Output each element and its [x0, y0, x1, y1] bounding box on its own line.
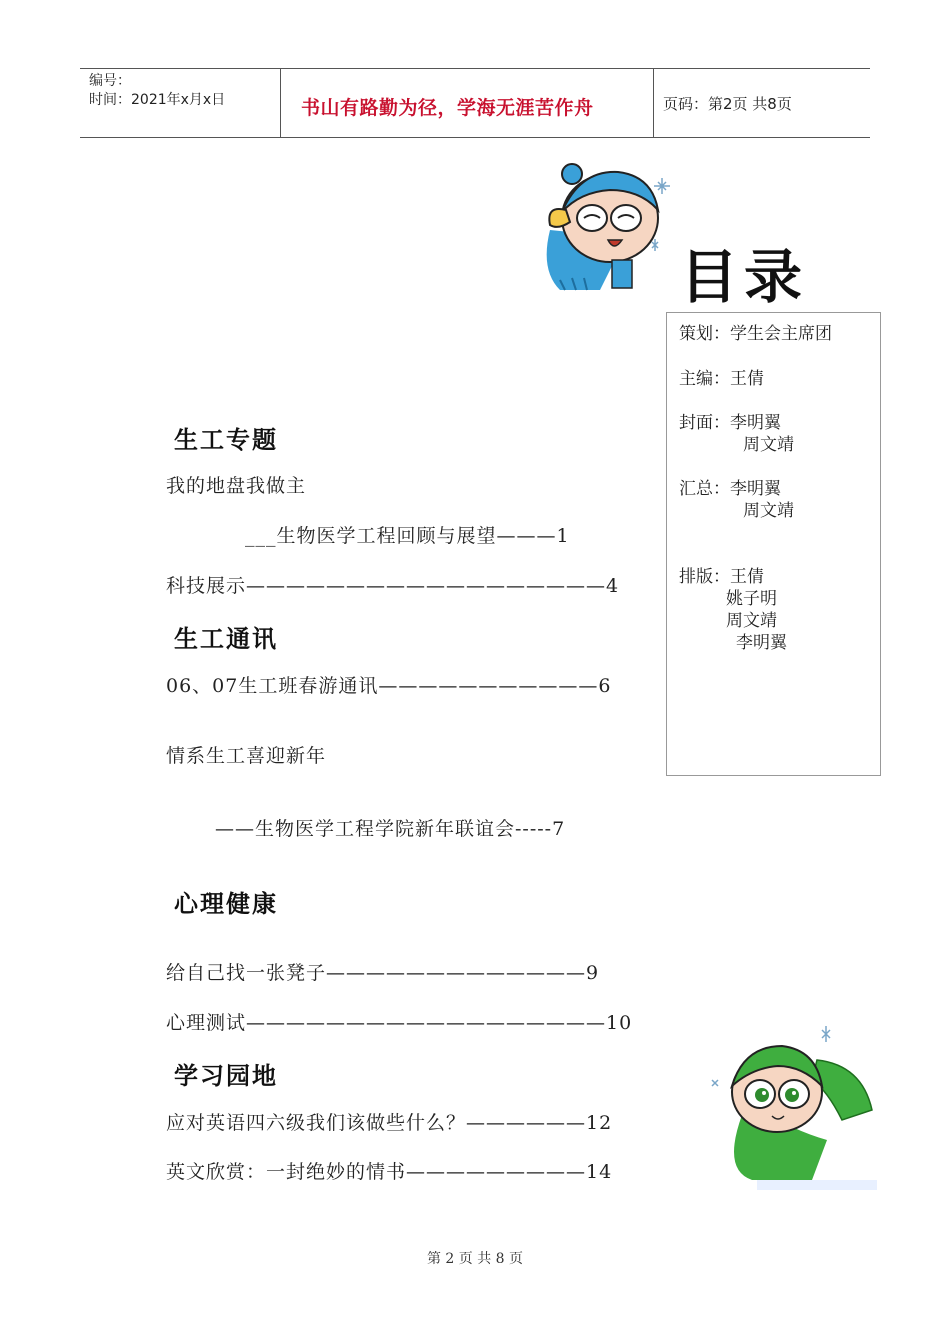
motto: 书山有路勤为径，学海无涯苦作舟: [301, 97, 594, 119]
section-heading: 心理健康: [174, 890, 278, 918]
header-right-cell: [654, 69, 870, 137]
time-label: 时间：2021年x月x日: [89, 92, 226, 108]
toc-entry[interactable]: 心理测试——————————————————10: [166, 1012, 633, 1034]
page-info: 页码：第2页 共8页: [663, 95, 792, 113]
staff-layout: 排版：王倩: [679, 567, 764, 587]
section-heading: 生工专题: [174, 426, 278, 454]
toc-entry[interactable]: ___生物医学工程回顾与展望———1: [245, 525, 570, 547]
toc-title: 目录: [680, 243, 809, 311]
staff-cover: 封面：李明翼: [679, 413, 781, 433]
toc-entry[interactable]: 科技展示——————————————————4: [166, 575, 620, 597]
toc-entry[interactable]: 应对英语四六级我们该做些什么？——————12: [166, 1112, 613, 1134]
header-middle-cell: [281, 69, 654, 137]
section-heading: 生工通讯: [174, 625, 278, 653]
section-heading: 学习园地: [174, 1062, 278, 1090]
page-footer: 第 2 页 共 8 页: [426, 1251, 524, 1267]
document-header: [80, 68, 870, 138]
header-left-cell: [80, 69, 281, 137]
blue-mascot-illustration: [540, 160, 675, 295]
green-mascot-illustration: [702, 1020, 880, 1192]
toc-entry[interactable]: 06、07生工班春游通讯———————————6: [166, 675, 612, 697]
staff-layout-4: 李明翼: [736, 633, 787, 653]
toc-entry[interactable]: 给自己找一张凳子—————————————9: [166, 962, 600, 984]
toc-entry[interactable]: ——生物医学工程学院新年联谊会-----7: [215, 818, 566, 840]
staff-cover-2: 周文靖: [743, 435, 794, 455]
toc-entry[interactable]: 情系生工喜迎新年: [166, 745, 327, 767]
staff-editor: 主编：王倩: [679, 369, 764, 389]
staff-planning: 策划：学生会主席团: [679, 324, 832, 344]
staff-layout-3: 周文靖: [726, 611, 777, 631]
staff-layout-2: 姚子明: [726, 589, 777, 609]
staff-credits-box: [666, 312, 881, 776]
toc-entry[interactable]: 我的地盘我做主: [166, 475, 307, 497]
staff-summary-2: 周文靖: [743, 501, 794, 521]
toc-entry[interactable]: 英文欣赏：一封绝妙的情书—————————14: [166, 1161, 613, 1183]
number-label: 编号：: [89, 73, 131, 89]
staff-summary: 汇总：李明翼: [679, 479, 781, 499]
